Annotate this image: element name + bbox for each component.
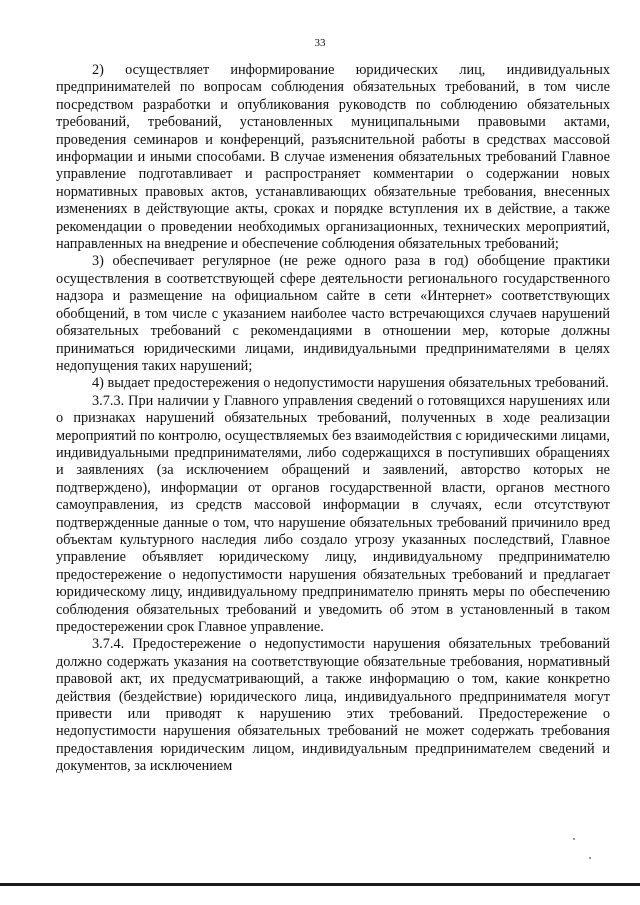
page-number: 33	[314, 37, 326, 49]
paragraph-item-4: 4) выдает предостережения о недопустимости нарушения обязательных требований.	[92, 375, 609, 392]
scan-speck	[573, 838, 575, 840]
scan-speck	[589, 857, 591, 859]
scan-edge-line	[0, 883, 640, 886]
paragraph-item-3: 3) обеспечивает регулярное (не реже одного раза в год) обобщение практики осуществления в соответствующей сфере деятельности регионального государственного надзора и размещение на официальном сайте в сети «Интернет» соответствующих обобщений, в том числе с указанием наиболее часто встречающихся случаев нарушений обязательных требований с рекомендациями в отношении мер, которые должны приниматься юридическими лицами, индивидуальными предпринимателями в целях недопущения таких нарушений;	[56, 253, 610, 374]
paragraph-item-2: 2) осуществляет информирование юридических лиц, индивидуальных предпринимателей по вопросам соблюдения обязательных требований, в том числе посредством разработки и опубликования руководств по соблюдению обязательных требований, требований, установленных муниципальными правовыми актами, проведения семинаров и конференций, разъяснительной работы в средствах массовой информации и иными способами. В случае изменения обязательных требований Главное управление подготавливает и распространяет комментарии о содержании новых нормативных правовых актов, устанавливающих обязательные требования, внесенных изменениях в действующие акты, сроках и порядке вступления их в действие, а также рекомендации о проведении необходимых организационных, технических мероприятий, направленных на внедрение и обеспечение соблюдения обязательных требований;	[56, 62, 610, 253]
document-body	[56, 62, 610, 776]
paragraph-3-7-4: 3.7.4. Предостережение о недопустимости нарушения обязательных требований должно содержать указания на соответствующие обязательные требования, нормативный правовой акт, их предусматривающий, а также информацию о том, какие конкретно действия (бездействие) юридического лица, индивидуального предпринимателя могут привести или приводят к нарушению этих требований. Предостережение о недопустимости нарушения обязательных требований не может содержать требования предоставления юридическим лицом, индивидуальным предпринимателем сведений и документов, за исключением	[56, 636, 610, 775]
paragraph-3-7-3: 3.7.3. При наличии у Главного управления сведений о готовящихся нарушениях или о признаках нарушений обязательных требований, полученных в ходе реализации мероприятий по контролю, осуществляемых без взаимодействия с юридическими лицами, индивидуальными предпринимателями, либо содержащихся в поступивших обращениях и заявлениях (за исключением обращений и заявлений, авторство которых не подтверждено), информации от органов государственной власти, органов местного самоуправления, из средств массовой информации в случаях, если отсутствуют подтвержденные данные о том, что нарушение обязательных требований причинило вред объектам культурного наследия либо создало угрозу указанных последствий, Главное управление объявляет юридическому лицу, индивидуальному предпринимателю предостережение о недопустимости нарушения обязательных требований и предлагает юридическому лицу, индивидуальному предпринимателю принять меры по обеспечению соблюдения обязательных требований и уведомить об этом в установленный в таком предостережении срок Главное управление.	[56, 392, 610, 635]
